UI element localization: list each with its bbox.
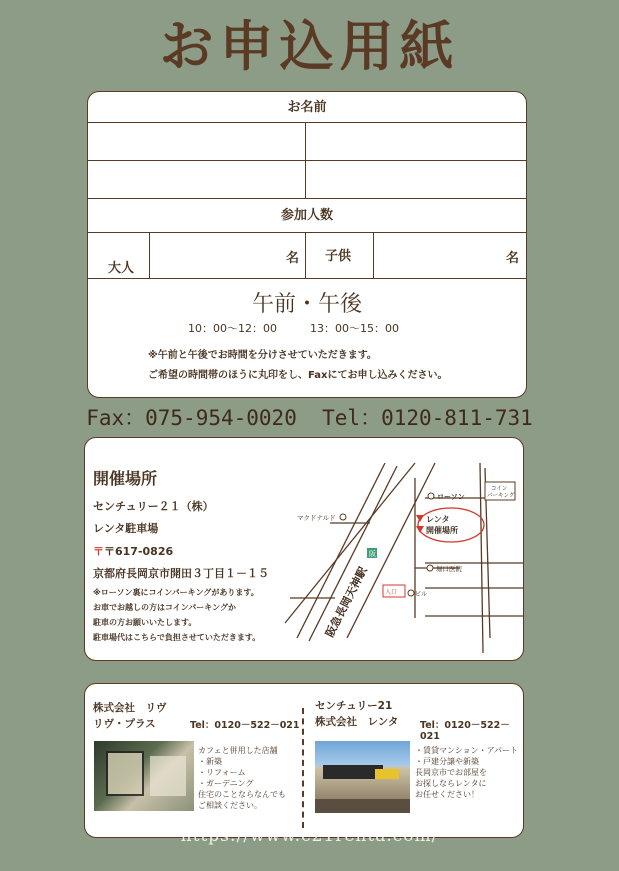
left-tel: Tel：0120－522－021 xyxy=(190,720,300,731)
afternoon-time: 13：00～15：00 xyxy=(310,322,399,335)
contact-line xyxy=(0,402,619,432)
venue-heading: 開催場所 xyxy=(93,469,158,488)
ampm-title: 午前・午後 xyxy=(251,292,362,317)
divider xyxy=(305,123,306,160)
adult-unit: 名 xyxy=(286,251,300,266)
divider xyxy=(302,708,304,828)
railway-line-b xyxy=(309,466,397,641)
participants-header xyxy=(88,199,526,233)
map-building: ビル xyxy=(415,591,428,598)
fax-number: Fax：075-954-0020 xyxy=(86,406,297,430)
venue-note-3: 駐車の方お願いいたします。 xyxy=(93,618,197,627)
map-clinic: 堀口医院 xyxy=(436,565,462,573)
renta-marker-icon xyxy=(416,515,424,522)
venue-line-1: センチュリー２１（株） xyxy=(93,500,214,513)
map-coin-parking-1: コイン xyxy=(491,486,508,492)
map-venue: 開催場所 xyxy=(426,526,458,535)
name-row-1 xyxy=(88,123,526,161)
divider xyxy=(305,161,306,198)
map-lawson: ローソン xyxy=(437,493,465,501)
map-entrance: 入口 xyxy=(385,589,398,596)
child-unit: 名 xyxy=(506,251,520,266)
divider xyxy=(373,233,374,278)
page-title: お申込用紙 xyxy=(159,15,460,78)
tel-number: Tel：0120-811-731 xyxy=(322,406,533,430)
venue-postal: 〒〒617-0826 xyxy=(93,545,174,558)
venue-note-1: ※ローソン裏にコインパーキングがあります。 xyxy=(93,588,259,597)
left-shop-photo xyxy=(94,741,194,811)
map-coin-parking-2: パーキング xyxy=(487,493,515,499)
map-renta: レンタ xyxy=(426,515,450,524)
map-mcdonalds: マクドナルド xyxy=(297,514,336,522)
venue-map xyxy=(85,438,524,661)
venue-note-2: お車でお越しの方はコインパーキングか xyxy=(93,603,236,612)
left-brand-name: リヴ・プラス xyxy=(93,718,156,730)
divider xyxy=(149,233,150,278)
venue-address: 京都府長岡京市開田３丁目１－１５ xyxy=(93,567,269,580)
venue-card xyxy=(84,437,524,661)
name-label: お名前 xyxy=(287,100,327,115)
venue-line-2: レンタ駐車場 xyxy=(93,522,159,535)
left-company-name: 株式会社 リヴ xyxy=(93,702,167,714)
right-brand-name: センチュリー21 xyxy=(315,700,393,712)
form-note-2: ご希望の時間帯のほうに丸印をし、Faxにてお申し込みください。 xyxy=(148,370,448,381)
form-note-1: ※午前と午後でお時間を分けさせていただきます。 xyxy=(148,350,377,361)
postal-code: 〒617-0826 xyxy=(104,545,174,558)
morning-time: 10：00～12：00 xyxy=(188,322,277,335)
map-station: 阪急長岡天神駅 xyxy=(323,564,370,640)
right-description: ・賃貸マンション・アパート ・戸建分譲や新築 長岡京市でお部屋を お探しならレンタに お任せください！ xyxy=(415,746,518,799)
participants-row xyxy=(88,233,526,279)
divider xyxy=(305,233,306,278)
map-station-mark: 阪 xyxy=(369,550,376,558)
companies-card xyxy=(84,683,524,838)
participants-label: 参加人数 xyxy=(280,208,333,223)
name-row-2 xyxy=(88,161,526,199)
venue-note-4: 駐車場代はこちらで負担させていただきます。 xyxy=(93,633,261,642)
right-company-name: 株式会社 レンタ xyxy=(315,716,399,728)
adult-label: 大人 xyxy=(108,261,135,276)
left-description: カフェと併用した店舗 ・新築 ・リフォーム ・ガーデニング 住宅のことならなんでも ご相談ください。 xyxy=(198,746,286,810)
venue-marker-icon xyxy=(416,526,424,533)
name-header xyxy=(88,92,526,123)
child-label: 子供 xyxy=(325,249,352,264)
website-url: https://www.c21renta.com/ xyxy=(180,826,439,846)
application-form xyxy=(87,91,527,398)
right-tel: Tel：0120－522－021 xyxy=(420,720,510,742)
right-shop-photo xyxy=(315,741,410,813)
